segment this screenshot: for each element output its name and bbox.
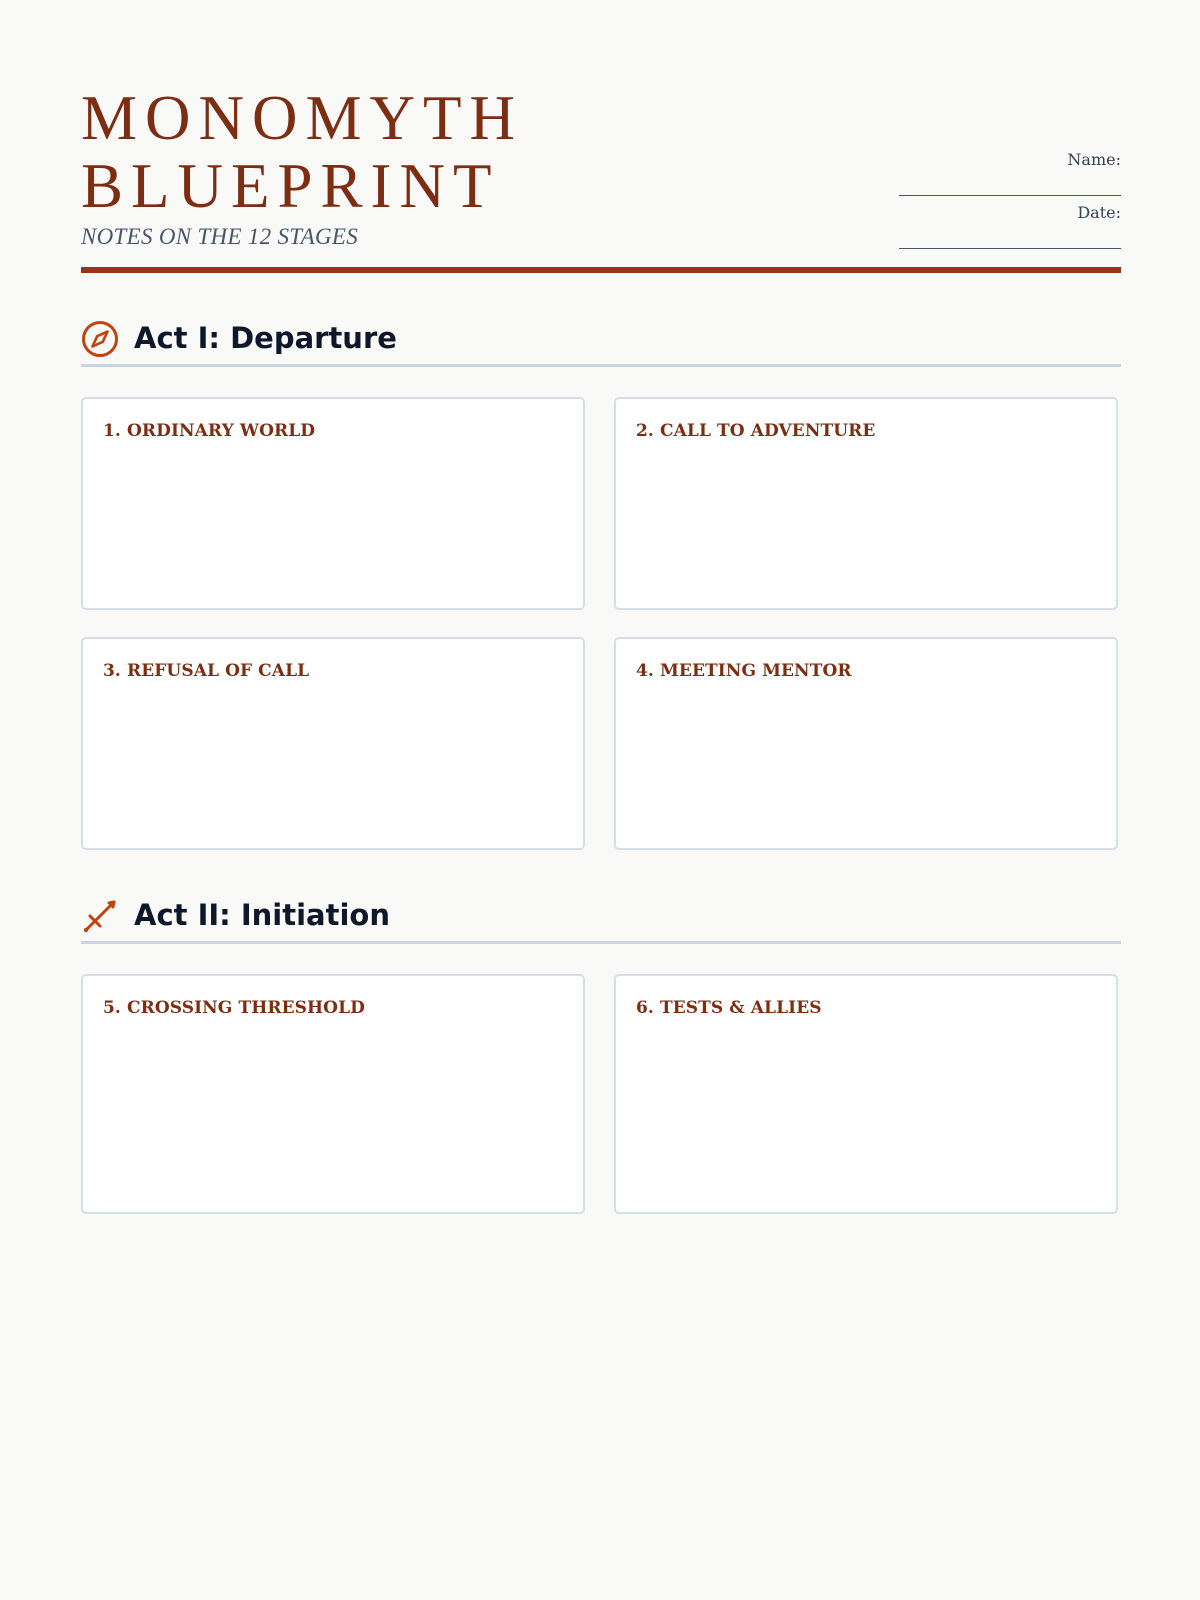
date-field[interactable] [899, 201, 1121, 254]
section-title: Act II: Initiation [134, 898, 390, 932]
page-subtitle: NOTES ON THE 12 STAGES [81, 224, 359, 249]
stage-label: 3. REFUSAL OF CALL [103, 661, 310, 681]
stage-label: 5. CROSSING THRESHOLD [103, 998, 365, 1018]
stage-label: 4. MEETING MENTOR [636, 661, 852, 681]
stage-card-refusal-of-call[interactable] [81, 637, 585, 850]
title-line-2: BLUEPRINT [81, 151, 500, 221]
stage-label: 6. TESTS & ALLIES [636, 998, 822, 1018]
stage-card-ordinary-world[interactable] [81, 397, 585, 610]
sword-icon [81, 897, 119, 935]
compass-icon [81, 320, 119, 358]
header-divider [81, 267, 1121, 273]
section-header [81, 306, 1121, 367]
title-line-1: MONOMYTH [81, 83, 523, 153]
section-title: Act I: Departure [134, 321, 397, 355]
name-line[interactable] [899, 195, 1121, 196]
section-act-2 [81, 883, 1121, 944]
stage-card-call-to-adventure[interactable] [614, 397, 1118, 610]
worksheet-header [81, 0, 1121, 274]
stage-card-tests-allies[interactable] [614, 974, 1118, 1214]
stage-label: 1. ORDINARY WORLD [103, 421, 316, 441]
date-label: Date: [1077, 203, 1121, 222]
page-title [81, 84, 681, 220]
name-label: Name: [1067, 150, 1121, 169]
date-line[interactable] [899, 248, 1121, 249]
section-header [81, 883, 1121, 944]
stage-label: 2. CALL TO ADVENTURE [636, 421, 876, 441]
worksheet-page [81, 0, 1121, 1018]
stage-card-meeting-mentor[interactable] [614, 637, 1118, 850]
stage-card-crossing-threshold[interactable] [81, 974, 585, 1214]
name-field[interactable] [899, 148, 1121, 201]
meta-fields [899, 148, 1121, 254]
section-act-1 [81, 306, 1121, 367]
